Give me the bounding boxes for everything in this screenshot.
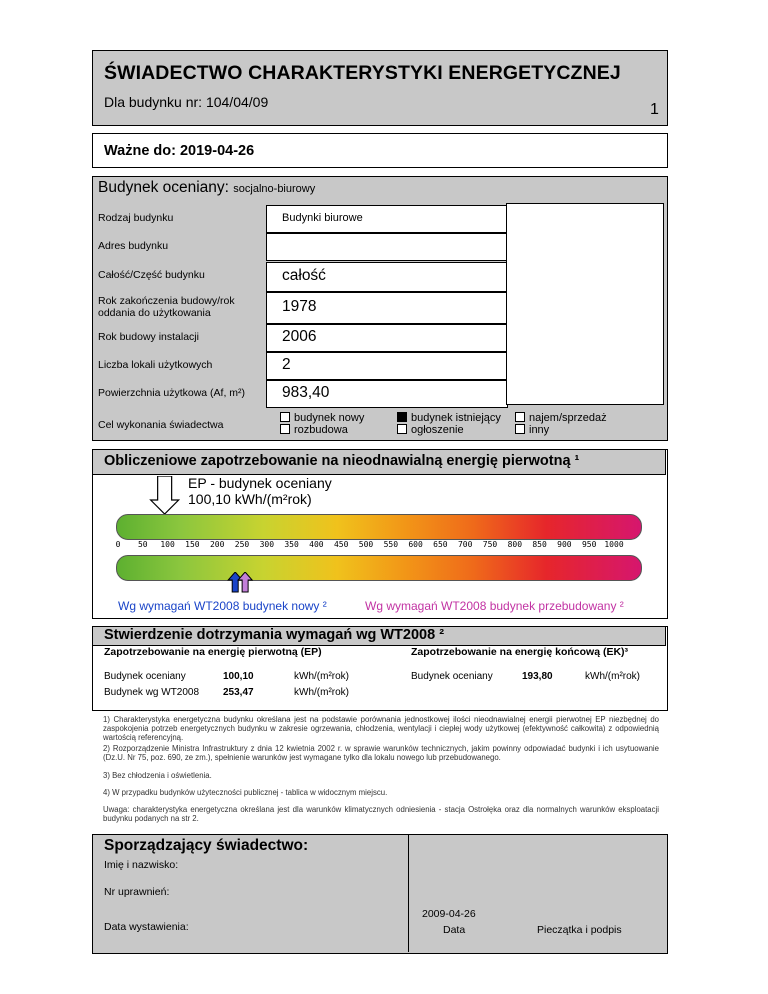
- building-number: Dla budynku nr: 104/04/09: [104, 94, 269, 110]
- checkbox-new-building[interactable]: [280, 412, 364, 424]
- label-construction-year: Rok zakończenia budowy/rok oddania do użytkowania: [98, 295, 235, 319]
- value-construction-year: 1978: [282, 298, 317, 315]
- label-installation-year: Rok budowy instalacji: [98, 331, 199, 343]
- scale-tick-950: 950: [581, 540, 597, 549]
- page-number: 1: [650, 101, 659, 118]
- scale-tick-100: 100: [160, 540, 175, 549]
- ep-section-title: Obliczeniowe zapotrzebowanie na nieodnawialną energię pierwotną ¹: [104, 453, 580, 469]
- compliance-title: Stwierdzenie dotrzymania wymagań wg WT2008 ²: [104, 627, 445, 643]
- building-heading-value: socjalno-biurowy: [233, 183, 316, 195]
- checkbox-rent-sale-label: najem/sprzedaż: [529, 412, 607, 424]
- rebuilt-building-arrow-icon: [238, 572, 252, 592]
- checkbox-rent-sale[interactable]: [515, 412, 607, 424]
- label-building-type: Rodzaj budynku: [98, 212, 174, 224]
- checkbox-other[interactable]: [515, 424, 549, 436]
- building-heading-label: Budynek oceniany:: [98, 179, 229, 196]
- scale-tick-550: 550: [383, 540, 399, 549]
- ek-row-assessed-label: Budynek oceniany: [411, 671, 493, 682]
- energy-scale-ticks: [112, 540, 642, 552]
- checkbox-other-box[interactable]: [515, 424, 525, 434]
- scale-tick-1000: 1000: [604, 540, 624, 549]
- checkbox-extension-label: rozbudowa: [294, 424, 348, 436]
- stamp-signature-caption: Pieczątka i podpis: [537, 924, 622, 936]
- scale-tick-350: 350: [284, 540, 299, 549]
- ep-row-wt2008-value: 253,47: [223, 687, 254, 698]
- issue-date-value: 2009-04-26: [422, 908, 476, 920]
- ep-row-wt2008-label: Budynek wg WT2008: [104, 687, 200, 698]
- scale-tick-900: 900: [557, 540, 572, 549]
- ep-label-line1: EP - budynek oceniany: [188, 475, 332, 491]
- checkbox-other-label: inny: [529, 424, 550, 436]
- value-part: całość: [282, 267, 326, 284]
- preparer-license-label: Nr uprawnień:: [104, 886, 170, 898]
- footnote-note: Uwaga: charakterystyka energetyczna określana jest dla warunków klimatycznych odniesienia - stacja Ostrołęka oraz dla normalnych warunków eksploatacji budynku podanych na str 2.: [103, 805, 659, 823]
- ep-row-wt2008-unit: kWh/(m²rok): [294, 687, 349, 698]
- energy-scale-bar-top: [116, 514, 642, 540]
- issue-date-caption: Data: [443, 924, 466, 936]
- building-type-heading: [98, 179, 315, 197]
- value-building-type: Budynki biurowe: [282, 212, 363, 224]
- scale-tick-300: 300: [259, 540, 275, 549]
- footnote-1: 1) Charakterystyka energetyczna budynku określana jest na podstawie porównania jednostkowej ilości nieodnawialnej energii pierwotnej EP niezbędnej do zaspokojenia potrzeb energetycznych budynku w zakresie ogrzewania, chłodzenia, wentylacji i ciepłej wody użytkowej (efektywność całkowita) z odpowiednią wartością referencyjną.: [103, 715, 659, 742]
- checkbox-new-building-box[interactable]: [280, 412, 290, 422]
- ek-demand-title: Zapotrzebowanie na energię końcową (EK)³: [411, 646, 629, 658]
- ep-row-assessed-label: Budynek oceniany: [104, 671, 186, 682]
- checkbox-existing-building[interactable]: [397, 412, 501, 424]
- value-floor-area: 983,40: [282, 384, 330, 401]
- scale-tick-400: 400: [309, 540, 324, 549]
- new-building-arrow-icon: [228, 572, 242, 592]
- ep-label-line2: 100,10 kWh/(m²rok): [188, 491, 312, 507]
- ep-row-assessed-unit: kWh/(m²rok): [294, 671, 349, 682]
- checkbox-announcement[interactable]: [397, 424, 464, 436]
- scale-tick-600: 600: [408, 540, 423, 549]
- footnote-4: 4) W przypadku budynków użyteczności publicznej - tablica w widocznym miejscu.: [103, 788, 388, 797]
- ep-arrow-icon: [0, 476, 768, 518]
- label-purpose: Cel wykonania świadectwa: [98, 419, 224, 431]
- preparer-title: Sporządzający świadectwo:: [104, 837, 309, 854]
- checkbox-existing-building-box[interactable]: [397, 412, 407, 422]
- rebuilt-building-requirement-label: Wg wymagań WT2008 budynek przebudowany ²: [365, 599, 624, 613]
- label-units-count: Liczba lokali użytkowych: [98, 359, 213, 371]
- document-title: ŚWIADECTWO CHARAKTERYSTYKI ENERGETYCZNEJ: [104, 62, 621, 84]
- checkbox-existing-building-label: budynek istniejący: [411, 412, 501, 424]
- scale-tick-250: 250: [234, 540, 250, 549]
- scale-tick-0: 0: [115, 540, 121, 549]
- scale-tick-50: 50: [137, 540, 148, 549]
- scale-tick-650: 650: [433, 540, 448, 549]
- preparer-name-label: Imię i nazwisko:: [104, 859, 179, 871]
- scale-tick-750: 750: [482, 540, 498, 549]
- new-building-requirement-label: Wg wymagań WT2008 budynek nowy ²: [118, 599, 327, 613]
- footnote-2: 2) Rozporządzenie Ministra Infrastruktury z dnia 12 kwietnia 2002 r. w sprawie warunków technicznych, jakim powinny odpowiadać budynki i ich usytuowanie (Dz.U. Nr 75, poz. 690, ze zm.), spełnienie warunków jest wymagane tylko dla lokalu nowego lub przebudowanego.: [103, 744, 659, 762]
- value-box-address: [266, 233, 507, 261]
- scale-tick-500: 500: [358, 540, 374, 549]
- value-units-count: 2: [282, 356, 291, 373]
- checkbox-announcement-box[interactable]: [397, 424, 407, 434]
- checkbox-extension-box[interactable]: [280, 424, 290, 434]
- building-photo-placeholder: [506, 203, 664, 405]
- ek-row-assessed-value: 193,80: [522, 671, 553, 682]
- checkbox-new-building-label: budynek nowy: [294, 412, 365, 424]
- label-address: Adres budynku: [98, 240, 169, 252]
- scale-tick-200: 200: [209, 540, 225, 549]
- footnote-3: 3) Bez chłodzenia i oświetlenia.: [103, 771, 212, 780]
- value-box-units: [266, 352, 508, 380]
- scale-tick-700: 700: [457, 540, 473, 549]
- ek-row-assessed-unit: kWh/(m²rok): [585, 671, 640, 682]
- scale-tick-450: 450: [333, 540, 349, 549]
- ep-demand-title: Zapotrzebowanie na energię pierwotną (EP): [104, 646, 322, 658]
- requirement-arrows: [0, 572, 768, 594]
- scale-tick-150: 150: [185, 540, 200, 549]
- label-part: Całość/Część budynku: [98, 269, 205, 281]
- ep-row-assessed-value: 100,10: [223, 671, 254, 682]
- checkbox-extension[interactable]: [280, 424, 348, 436]
- label-floor-area: Powierzchnia użytkowa (Af, m²): [98, 387, 246, 399]
- checkbox-announcement-label: ogłoszenie: [411, 424, 464, 436]
- value-installation-year: 2006: [282, 328, 317, 345]
- scale-tick-800: 800: [507, 540, 523, 549]
- valid-until: Ważne do: 2019-04-26: [104, 143, 255, 159]
- scale-tick-850: 850: [532, 540, 547, 549]
- preparer-date-label: Data wystawienia:: [104, 921, 189, 933]
- checkbox-rent-sale-box[interactable]: [515, 412, 525, 422]
